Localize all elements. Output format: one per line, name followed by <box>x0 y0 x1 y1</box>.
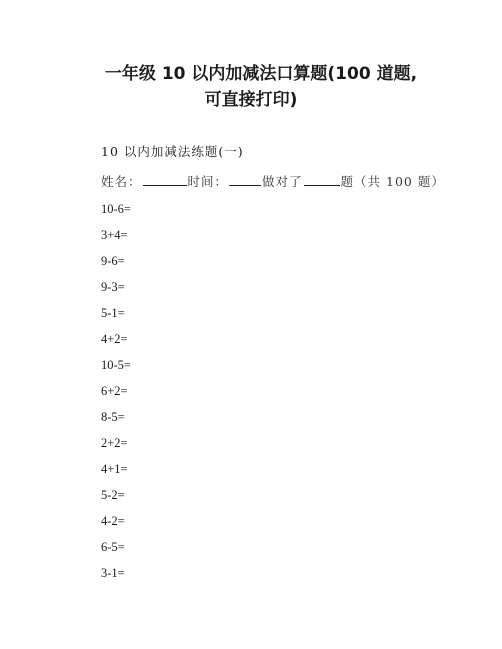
problem-item: 2+2= <box>101 436 128 450</box>
problem-item: 4+2= <box>101 332 128 346</box>
student-info-line <box>101 173 445 191</box>
document-title-line-1: 一年级 10 以内加减法口算题(100 道题, <box>104 64 418 84</box>
document-title-line-2: 可直接打印) <box>204 90 298 110</box>
problem-item: 3-1= <box>101 566 125 580</box>
time-label: 时间： <box>187 174 229 189</box>
problem-item: 5-2= <box>101 488 125 502</box>
problem-item: 10-5= <box>101 358 131 372</box>
name-label: 姓名： <box>101 174 142 189</box>
name-blank <box>143 173 187 186</box>
problem-item: 8-5= <box>101 410 125 424</box>
problem-item: 4+1= <box>101 462 128 476</box>
problem-item: 5-1= <box>101 306 125 320</box>
problem-item: 10-6= <box>101 202 131 216</box>
score-prefix: 做对了 <box>262 174 303 189</box>
score-blank <box>304 173 340 186</box>
problem-item: 3+4= <box>101 228 128 242</box>
problem-list <box>101 200 131 590</box>
time-blank <box>229 173 261 186</box>
problem-item: 4-2= <box>101 514 125 528</box>
problem-item: 9-3= <box>101 280 125 294</box>
problem-item: 6+2= <box>101 384 128 398</box>
problem-item: 6-5= <box>101 540 125 554</box>
section-heading: 10 以内加减法练题(一) <box>101 144 244 159</box>
problem-item: 9-6= <box>101 254 125 268</box>
score-suffix: 题（共 100 题） <box>340 174 445 189</box>
